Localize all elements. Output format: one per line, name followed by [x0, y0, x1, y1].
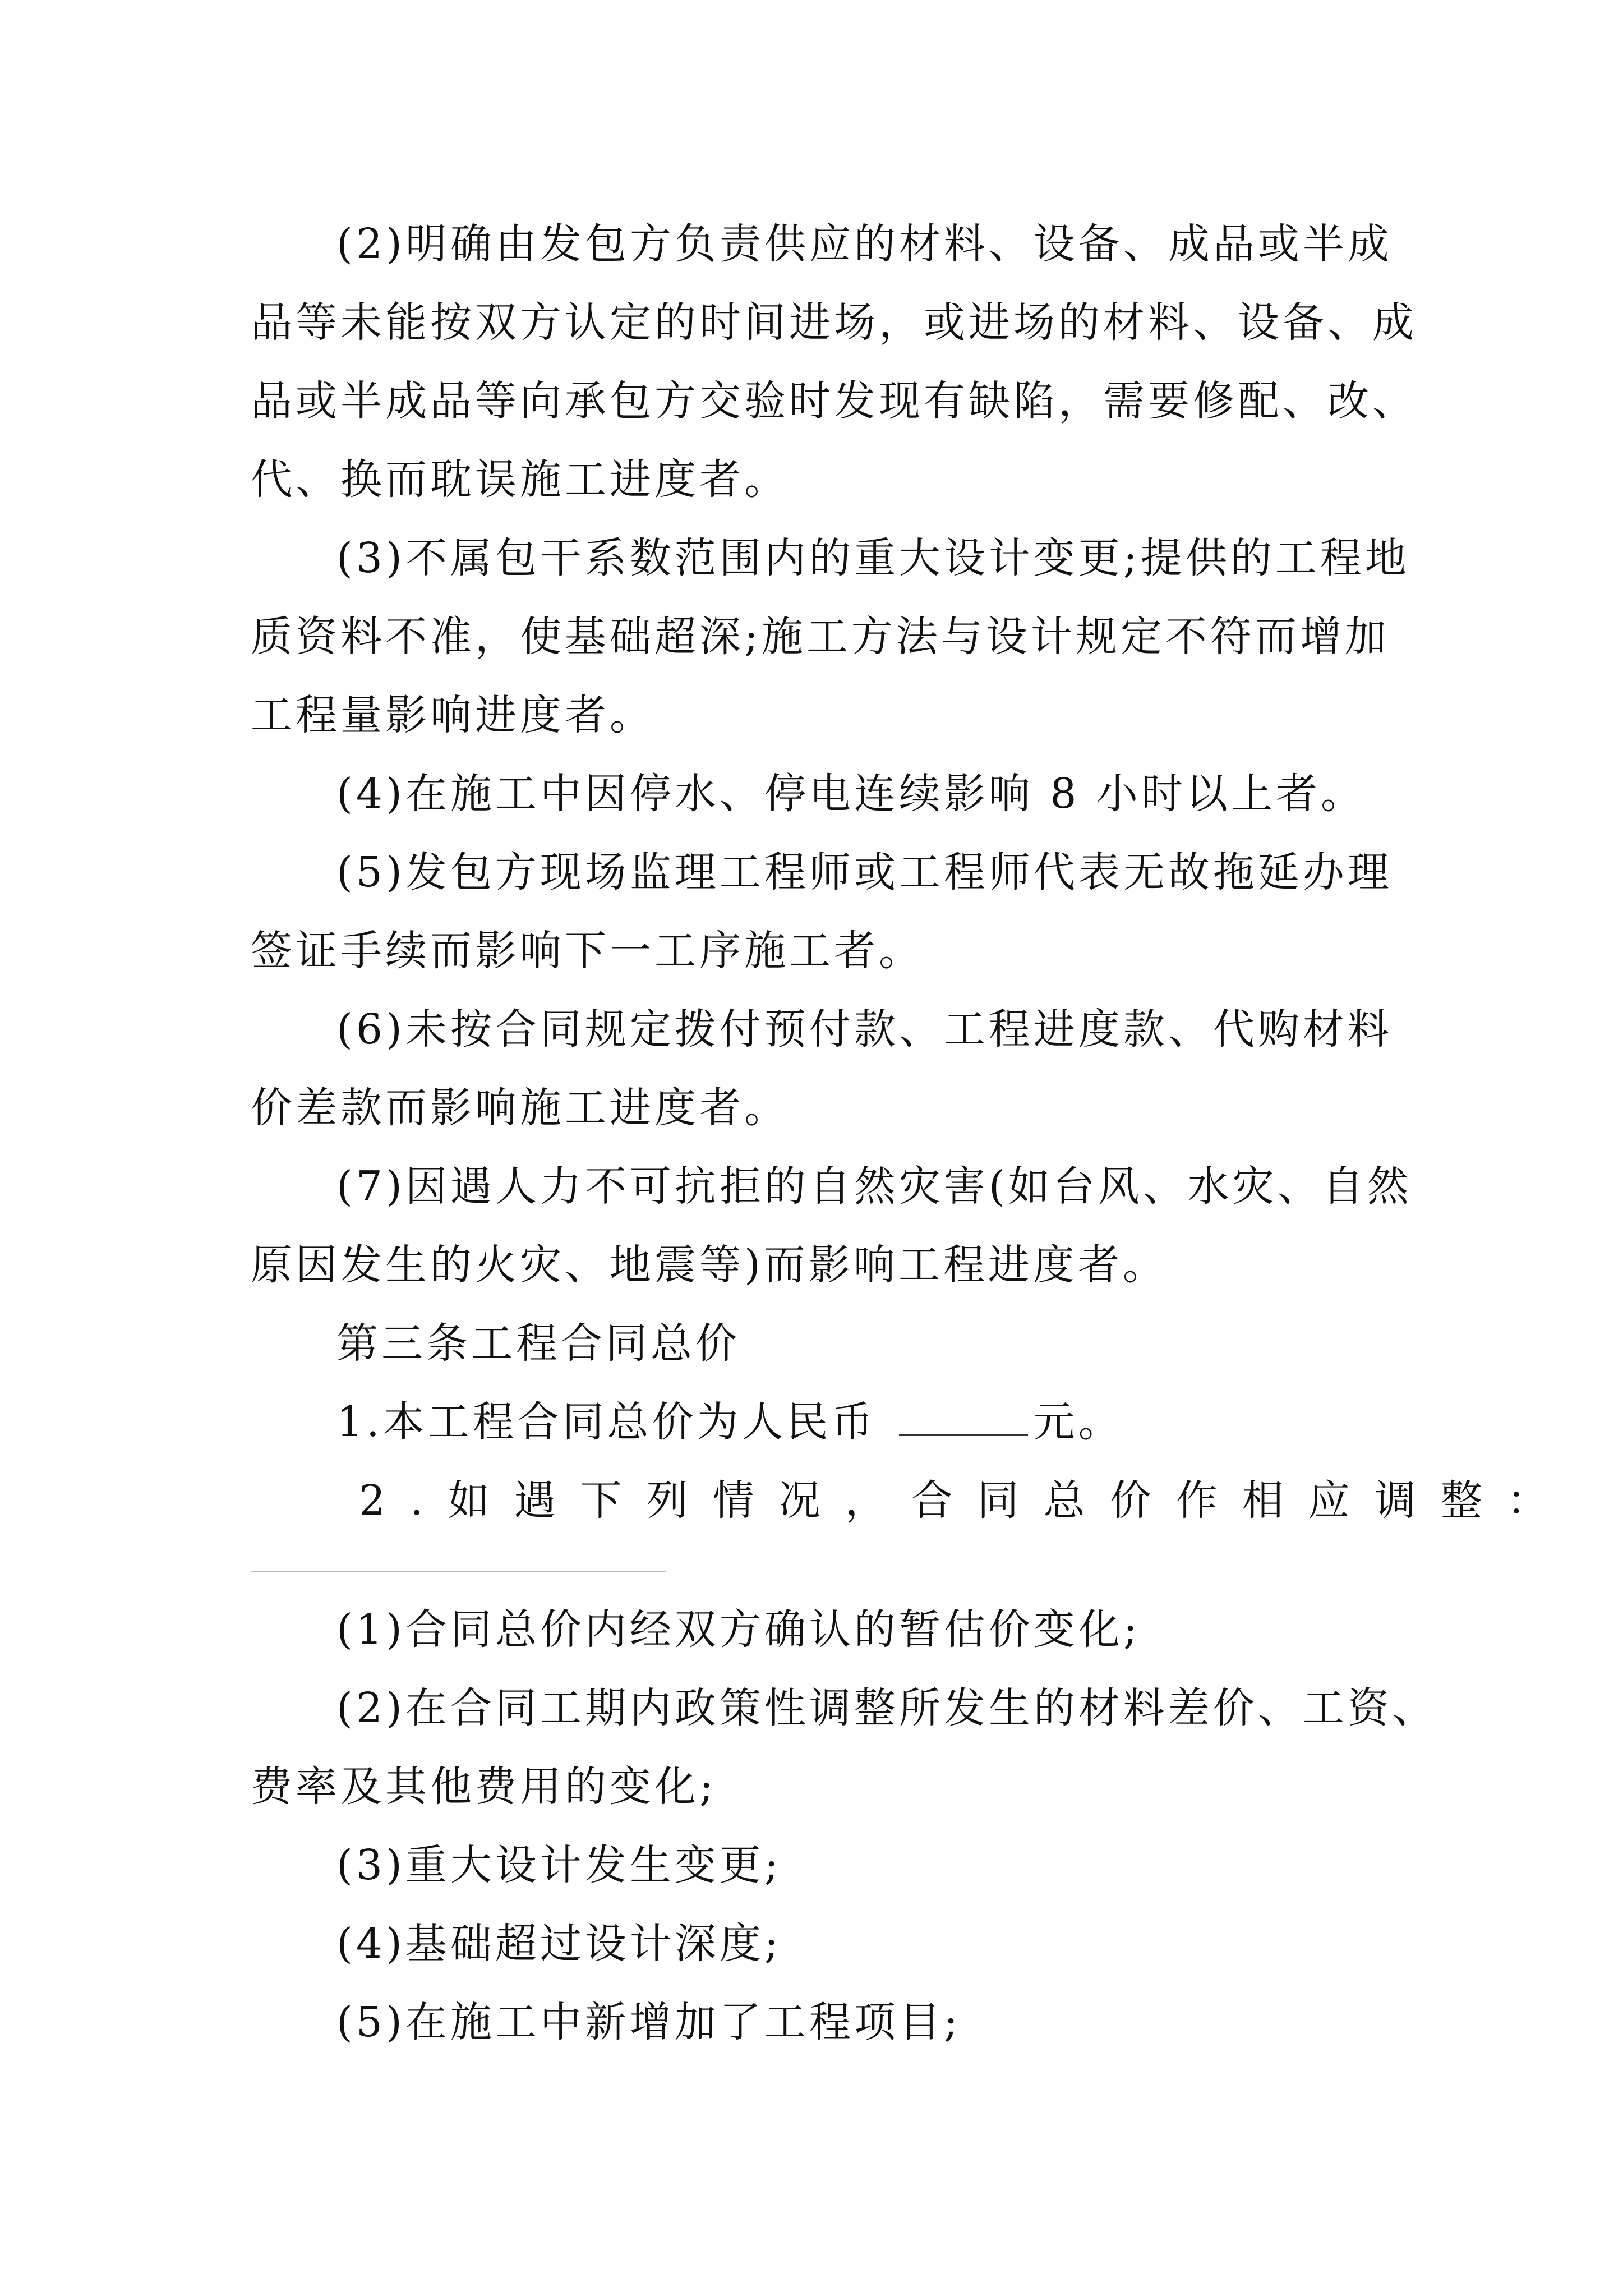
paragraph-line: (3)不属包干系数范围内的重大设计变更;提供的工程地 — [336, 534, 1410, 582]
paragraph-line: (2)在合同工期内政策性调整所发生的材料差价、工资、 — [336, 1684, 1437, 1732]
paragraph-line: 工程量影响进度者。 — [251, 691, 654, 739]
paragraph-line: 品或半成品等向承包方交验时发现有缺陷，需要修配、改、 — [251, 377, 1417, 425]
paragraph-line: (5)在施工中新增加了工程项目; — [336, 1998, 961, 2046]
paragraph-line: 费率及其他费用的变化; — [251, 1763, 717, 1811]
paragraph-line: (3)重大设计发生变更; — [336, 1841, 782, 1889]
paragraph-line: (2)明确由发包方负责供应的材料、设备、成品或半成 — [336, 220, 1393, 268]
contract-price-line — [336, 1394, 1396, 1450]
currency-suffix: 元。 — [1033, 1398, 1123, 1446]
amount-blank — [899, 1395, 1028, 1436]
section-heading: 第三条工程合同总价 — [336, 1319, 740, 1368]
contract-price-label: 1.本工程合同总价为人民币 — [336, 1398, 877, 1446]
paragraph-line: 原因发生的火灾、地震等)而影响工程进度者。 — [251, 1241, 1168, 1289]
paragraph-line: (6)未按合同规定拨付预付款、工程进度款、代购材料 — [336, 1005, 1393, 1053]
paragraph-line: 质资料不准，使基础超深;施工方法与设计规定不符而增加 — [251, 613, 1390, 661]
paragraph-line: 价差款而影响施工进度者。 — [251, 1084, 789, 1132]
adjustment-line: 2.如遇下列情况，合同总价作相应调整： — [359, 1476, 1573, 1525]
paragraph-line: 品等未能按双方认定的时间进场，或进场的材料、设备、成 — [251, 298, 1417, 347]
paragraph-line: (1)合同总价内经双方确认的暂估价变化; — [336, 1605, 1141, 1654]
divider-rule — [251, 1571, 666, 1572]
paragraph-line: 代、换而耽误施工进度者。 — [251, 455, 789, 504]
paragraph-line: (5)发包方现场监理工程师或工程师代表无故拖延办理 — [336, 848, 1393, 896]
paragraph-line: (7)因遇人力不可抗拒的自然灾害(如台风、水灾、自然 — [336, 1162, 1412, 1211]
paragraph-line: 签证手续而影响下一工序施工者。 — [251, 927, 924, 975]
paragraph-line: (4)基础超过设计深度; — [336, 1920, 782, 1968]
paragraph-line: (4)在施工中因停水、停电连续影响 8 小时以上者。 — [336, 770, 1366, 818]
